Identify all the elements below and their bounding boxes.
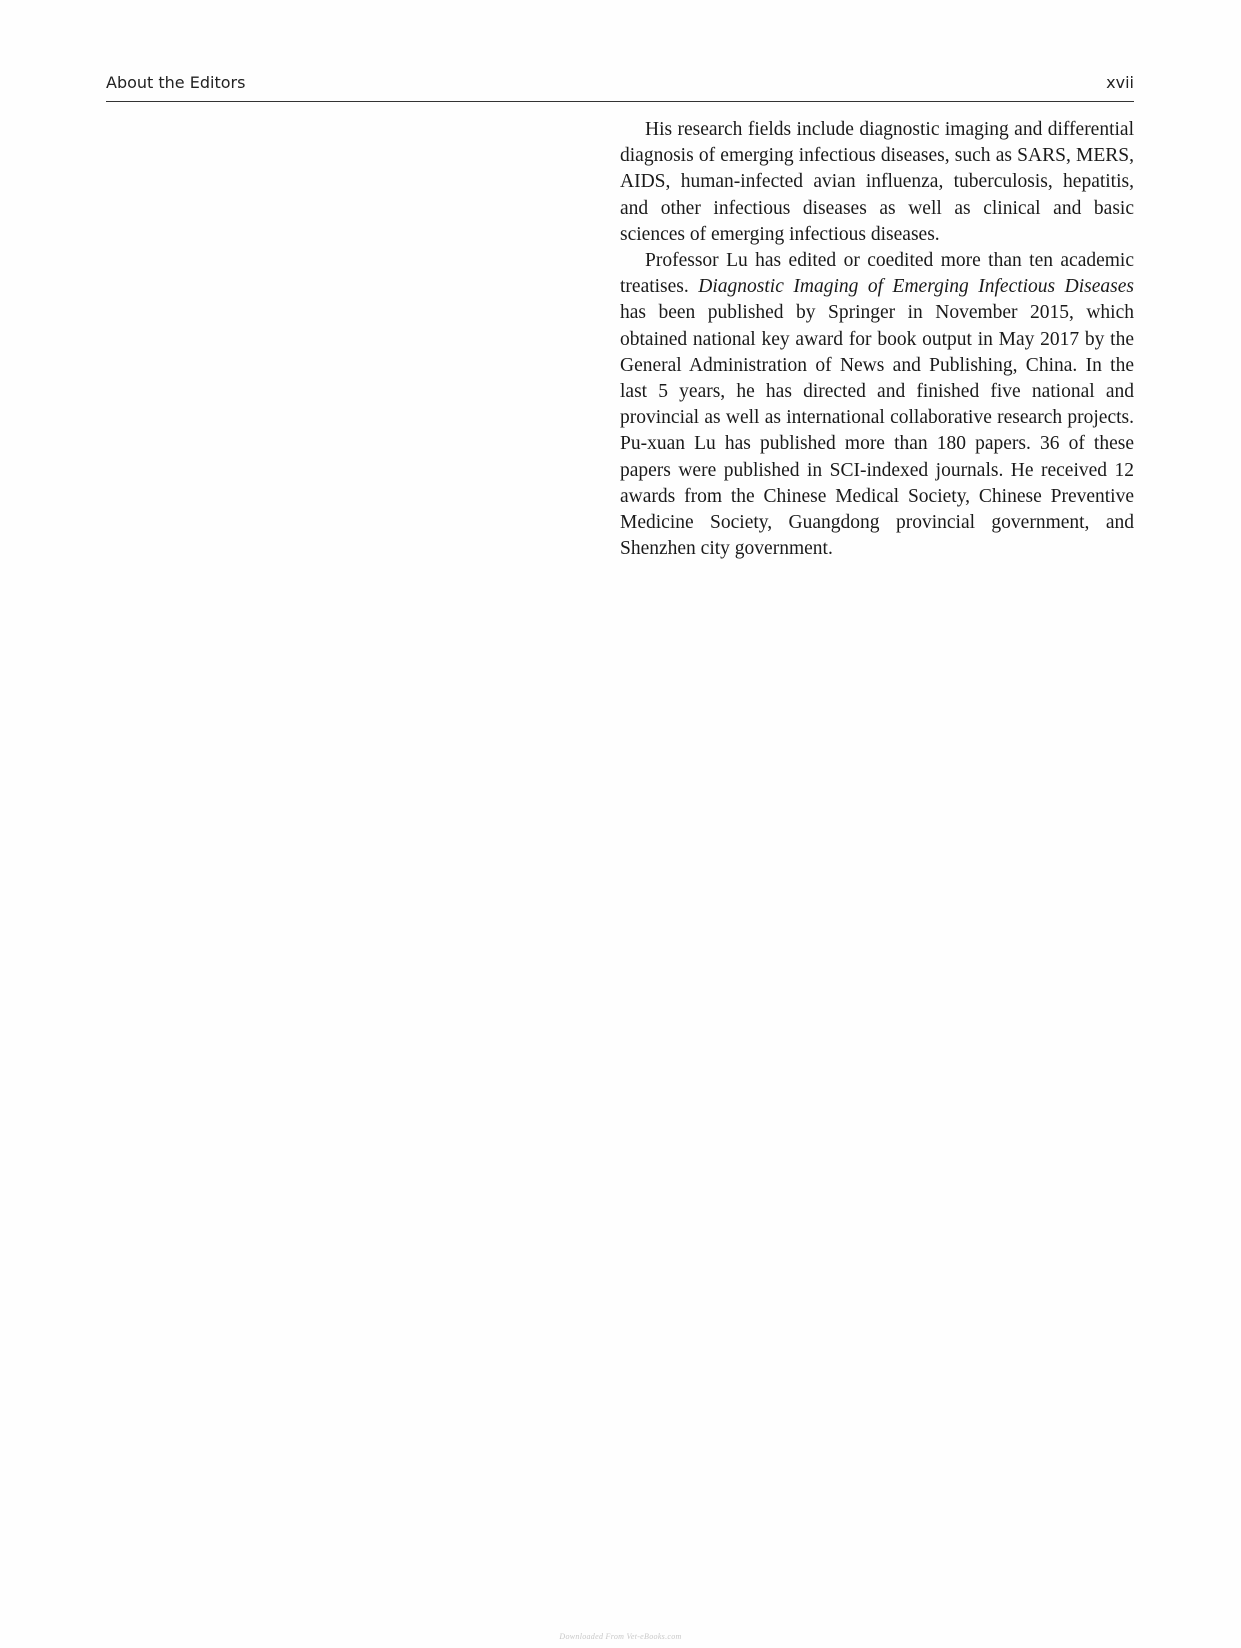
paragraph-text-intro: Professor Lu has edited or coedited more than ten academic treatises. <box>620 250 1134 298</box>
book-title: Diagnostic Imaging of Emerging Infectious Diseases <box>698 276 1134 298</box>
page-number: xvii <box>1106 73 1134 92</box>
paragraph-text-rest: has been published by Springer in November 2015, which obtained national key award for book output in May 2017 by the General Administration of News and Publishing, China. In the last 5 years, he has directed and finished five national and provincial as well as international collaborative research projects. Pu-xuan Lu has published more than 180 papers. 36 of these papers were published in SCI-indexed journals. He received 12 awards from the Chinese Medical Society, Chinese Preventive Medicine Society, Guangdong provincial government, and Shenzhen city government. <box>620 302 1134 560</box>
text-column <box>620 117 1134 562</box>
download-watermark: Downloaded From Vet-eBooks.com <box>559 1632 682 1641</box>
paragraph-publications <box>620 248 1134 562</box>
running-head-title: About the Editors <box>106 73 246 92</box>
running-head <box>106 72 1134 102</box>
paragraph-research-fields: His research fields include diagnostic imaging and differential diagnosis of emerging infectious diseases, such as SARS, MERS, AIDS, human-infected avian influenza, tuberculosis, hepatitis, and other infectious diseases as well as clinical and basic sciences of emerging infectious diseases. <box>620 119 1134 245</box>
header-rule <box>106 101 1134 102</box>
